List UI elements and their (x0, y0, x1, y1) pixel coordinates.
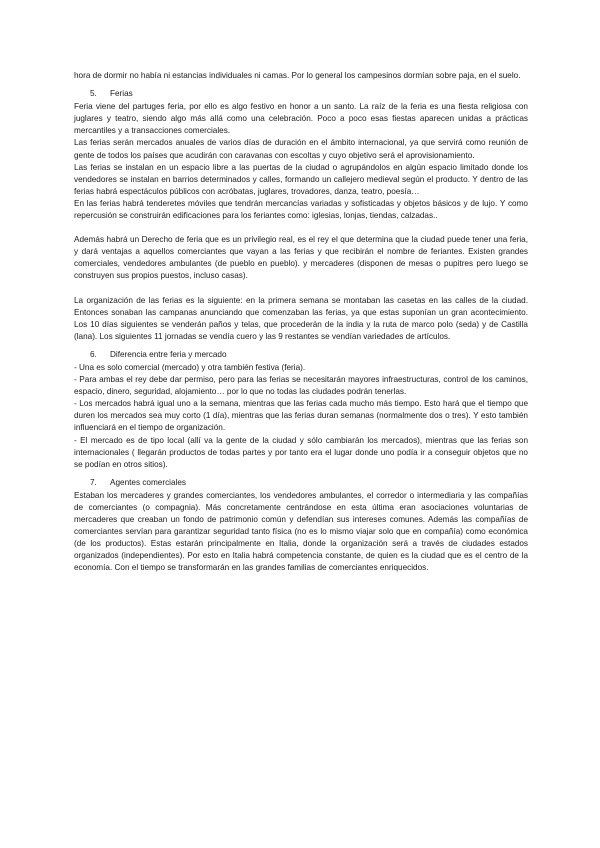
section-6-title: Diferencia entre feria y mercado (110, 349, 227, 359)
section-7-paragraph: Estaban los mercaderes y grandes comerciantes, los vendedores ambulantes, el corredor o intermediaria y las compañías de comerciantes (o compagnia). Más concretamente centrándose en esta última eran asociaciones voluntarias de mercaderes que creaban un fondo de patrimonio común y defendían sus intereses comunes. Además las compañías de comerciantes servían para garantizar seguridad tanto física (no es lo mismo viajar solo que en compañía) como económica (de los productos). Estas estarán principalmente en Italia, donde la organización será a través de ciudades estados organizados (independientes). Por esto en Italia habrá competencia constante, de quien es la ciudad que es el centro de la economía. Con el tiempo se transformarán en las grandes familias de comerciantes enriquecidos. (74, 490, 528, 573)
section-6-heading (90, 349, 528, 361)
section-5-paragraph: Feria viene del partuges feria, por ello es algo festivo en honor a un santo. La raíz de la feria es una fiesta religiosa con juglares y teatro, siendo algo más allá como una celebración. Poco a poco esas fiestas aparecen unidas a prácticas mercantiles y a transacciones comerciales. (74, 102, 528, 136)
section-6-item: - Para ambas el rey debe dar permiso, pero para las ferias se necesitarán mayores infraestructuras, control de los caminos, espacio, dinero, seguridad, alojamiento… por lo que no todas las ciudades podrán tenerlas. (74, 375, 528, 397)
section-6-item: - Los mercados habrá igual uno a la semana, mientras que las ferias cada mucho más tiempo. Esto hará que el tiempo que duren los mercados sea muy corto (1 día), mientras que las ferias duran semanas (normalmente dos o tres). Y esto también influenciará en el tiempo de organización. (74, 399, 528, 433)
section-7-title: Agentes comerciales (110, 477, 186, 487)
section-5-heading (90, 88, 528, 100)
section-5-title: Ferias (110, 89, 133, 99)
section-7-heading (90, 477, 528, 489)
section-5-number: 5. (90, 89, 97, 99)
intro-paragraph: hora de dormir no había ni estancias individuales ni camas. Por lo general los campesinos dormían sobre paja, en el suelo. (74, 71, 521, 80)
section-5-paragraph: Las ferias serán mercados anuales de varios días de duración en el ámbito internacional, ya que servirá como reunión de gente de todos los países que acudirán con caravanas con escoltas y cuyo objetivo será el aprovisionamiento. (74, 138, 528, 160)
section-5-paragraph: Las ferias se instalan en un espacio libre a las puertas de la ciudad o agrupándolos en algún espacio limitado donde los vendedores se instalan en barrios determinados y calles, formando un callejero medieval según el producto. Y dentro de las ferias habrá espectáculos públicos con acróbatas, juglares, trovadores, danza, teatro, poesía… (74, 162, 528, 196)
section-7-number: 7. (90, 477, 97, 487)
section-5-paragraph: Además habrá un Derecho de feria que es un privilegio real, es el rey el que determina que la ciudad puede tener una feria, y dará ventajas a aquellos comerciantes que vayan a las ferias y que recibirán el nombre de feriantes. Existen grandes comerciales, vendedores ambulantes (de pueblo en pueblo). y mercaderes (disponen de mesas o pupitres pero luego se construyen sus propios puestos, incluso casas). (74, 235, 528, 281)
section-6-item: - Una es solo comercial (mercado) y otra también festiva (feria). (74, 362, 306, 372)
document-page (74, 70, 528, 575)
section-6-item: - El mercado es de tipo local (allí va la gente de la ciudad y sólo cambiarán los mercados), mientras que las ferias son internacionales ( llegarán productos de todas partes y por tanto era el lugar donde uno podía ir a conseguir objetos que no se podían en otros sitios). (74, 435, 528, 469)
section-5-paragraph: En las ferias habrá tenderetes móviles que tendrán mercancías variadas y sofisticadas y objetos básicos y de lujo. Y como repercusión se construirán edificaciones para los feriantes como: iglesias, lonjas, tiendas, calzadas.. (74, 198, 528, 221)
section-5-paragraph: La organización de las ferias es la siguiente: en la primera semana se montaban las casetas en las calles de la ciudad. Entonces sonaban las campanas anunciando que comenzaban las ferias, ya que estas suponían un gran acontecimiento. Los 10 días siguientes se venderán paños y telas, que procederán de la india y la ruta de marco polo (seda) y de Castilla (lana). Los siguientes 11 jornadas se vendía cuero y las 9 restantes se vendían variedades de artículos. (74, 295, 528, 341)
section-6-number: 6. (90, 349, 97, 359)
